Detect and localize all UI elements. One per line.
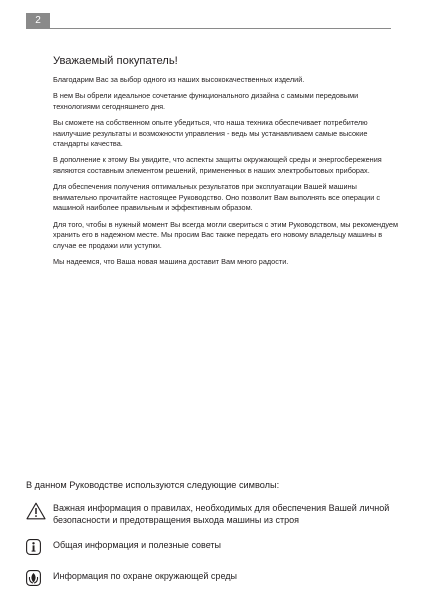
symbol-row-warning [26, 502, 398, 528]
paragraph-6: Для того, чтобы в нужный момент Вы всегда могли свериться с этим Руководством, мы рекомендуем хранить его в надежном месте. Мы просим Вас также передать его новому владельцу машины в случае ее продажи или уступки. [53, 219, 398, 250]
paragraph-7: Мы надеемся, что Ваша новая машина доставит Вам много радости. [53, 256, 289, 266]
page-number: 2 [26, 13, 50, 29]
page-title: Уважаемый покупатель! [53, 55, 178, 67]
intro-section [53, 55, 398, 273]
paragraph-1: Благодарим Вас за выбор одного из наших высококачественных изделий. [53, 75, 305, 84]
info-icon [26, 539, 41, 555]
symbol-text-environment: Информация по охране окружающей среды [53, 571, 237, 581]
symbol-row-info [26, 539, 398, 559]
header-rule [26, 28, 391, 29]
symbols-intro: В данном Руководстве используются следующие символы: [26, 480, 280, 490]
symbol-text-warning: Важная информация о правилах, необходимых для обеспечения Вашей личной безопасности и предотвращения выхода машины из строя [53, 503, 390, 525]
paragraph-4: В дополнение к этому Вы увидите, что аспекты защиты окружающей среды и энергосбережения являются составным элементом решений, примененных в наших электробытовых приборах. [53, 155, 382, 175]
symbol-row-environment [26, 570, 398, 590]
environment-icon [26, 570, 41, 586]
symbol-text-info: Общая информация и полезные советы [53, 540, 222, 550]
paragraph-3: Вы сможете на собственном опыте убедиться, что наша техника обеспечивает потребителю наилучшие результаты и возможности управления - ведь мы устанавливаем самые высокие стандарты качества. [53, 117, 368, 149]
symbols-section [26, 480, 398, 601]
paragraph-5: Для обеспечения получения оптимальных результатов при эксплуатации Вашей машины внимательно прочитайте настоящее Руководство. Оно позволит Вам выполнять все операции с машиной наиболее правильным и эффективным образом. [53, 182, 380, 213]
warning-triangle-icon [26, 502, 46, 520]
paragraph-2: В нем Вы обрели идеальное сочетание функционального дизайна с самыми передовыми технологиями сегодняшнего дня. [53, 91, 359, 111]
